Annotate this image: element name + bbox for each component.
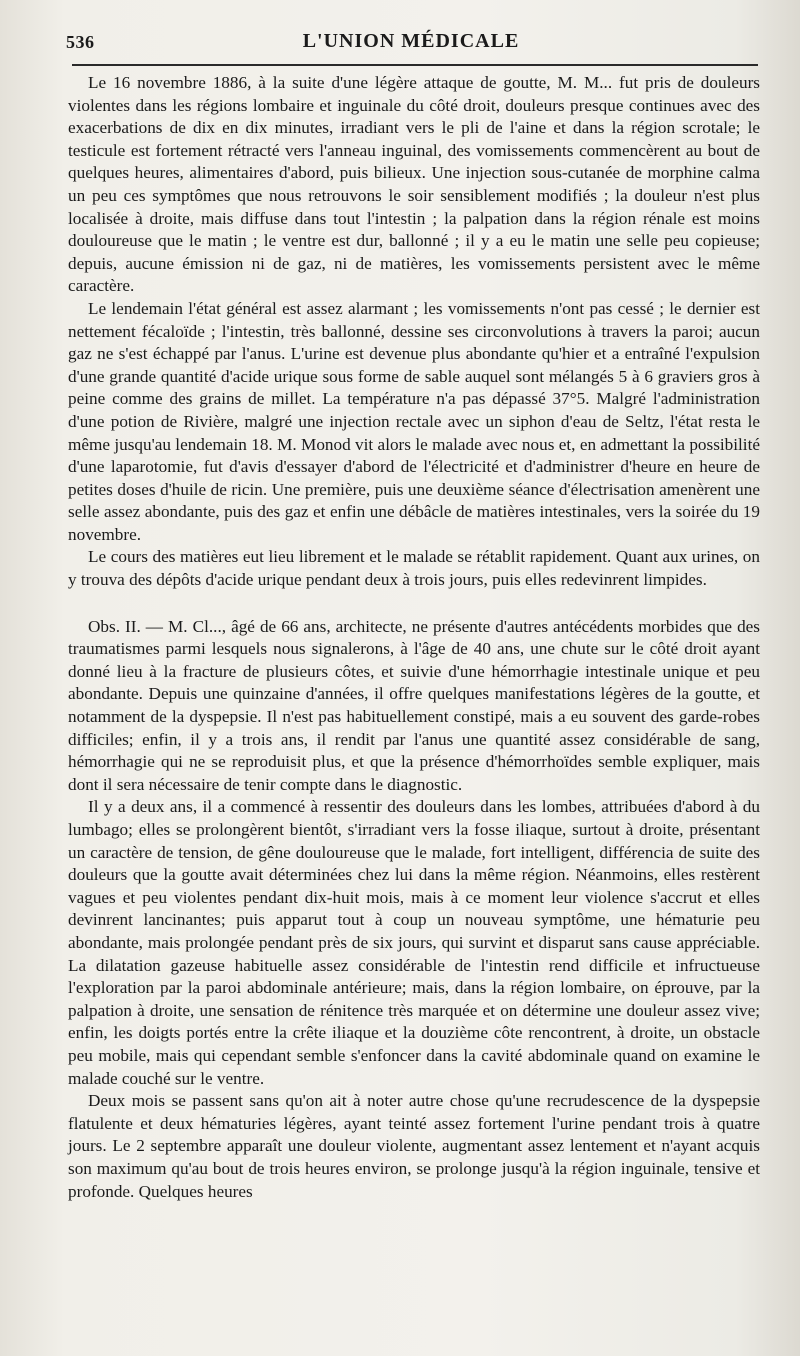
page-header	[66, 26, 756, 60]
paragraph: Le cours des matières eut lieu librement et le malade se rétablit rapidement. Quant aux urines, on y trouva des dépôts d'acide urique pendant deux à trois jours, puis elles redevinrent limpides.	[68, 547, 760, 590]
paragraph: Le 16 novembre 1886, à la suite d'une légère attaque de goutte, M. M... fut pris de douleurs violentes dans les régions lombaire et inguinale du côté droit, douleurs presque continues avec des exacerbations de dix en dix minutes, irradiant vers le pli de l'aine et dans la région scrotale; le testicule est fortement rétracté vers l'anneau inguinal, des vomissements commencèrent au bout de quelques heures, alimentaires d'abord, puis bilieux. Une injection sous-cutanée de morphine calma un peu ces symptômes que nous retrouvons le soir sensiblement modifiés ; la douleur n'est plus localisée à droite, mais diffuse dans tout l'intestin ; la palpation dans la région rénale est moins douloureuse que le matin ; le ventre est dur, ballonné ; il y a eu le matin une selle peu copieuse; depuis, aucune émission ni de gaz, ni de matières, les vomissements persistent avec le même caractère.	[68, 73, 760, 296]
paragraph-observation-2: Obs. II. — M. Cl..., âgé de 66 ans, architecte, ne présente d'autres antécédents morbides que des traumatismes parmi lesquels nous signalerons, à l'âge de 40 ans, une chute sur le côté droit ayant donné lieu à la fracture de plusieurs côtes, et suivie d'une hémorrhagie intestinale unique et peu abondante. Depuis une quinzaine d'années, il offre quelques manifestations légères de la goutte, et notamment de la dyspepsie. Il n'est pas habituellement constipé, mais a eu souvent des garde-robes difficiles; enfin, il y a trois ans, il rendit par l'anus une quantité assez considérable de sang, hémorrhagie qui ne se reproduisit plus, et que la présence d'hémorrhoïdes semble expliquer, mais dont il sera nécessaire de tenir compte dans le diagnostic.	[68, 616, 760, 794]
article-body	[68, 72, 760, 1203]
paragraph: Le lendemain l'état général est assez alarmant ; les vomissements n'ont pas cessé ; le dernier est nettement fécaloïde ; l'intestin, très ballonné, dessine ses circonvolutions à travers la paroi; aucun gaz ne s'est échappé par l'anus. L'urine est devenue plus abondante qu'hier et a entraîné l'expulsion d'une grande quantité d'acide urique sous forme de sable auquel sont mélangés 5 à 6 graviers gros à peine comme des grains de millet. La température n'a pas dépassé 37°5. Malgré l'administration d'une potion de Rivière, malgré une injection rectale avec un siphon d'eau de Seltz, l'état resta le même jusqu'au lendemain 18. M. Monod vit alors le malade avec nous et, en admettant la possibilité d'une laparotomie, fut d'avis d'essayer d'abord de l'électricité et d'administrer d'heure en heure de petites doses d'huile de ricin. Une première, puis une deuxième séance d'électrisation amenèrent une selle assez abondante, puis des gaz et enfin une débâcle de matières intestinales, vers la soirée du 19 novembre.	[68, 298, 760, 544]
paragraph: Il y a deux ans, il a commencé à ressentir des douleurs dans les lombes, attribuées d'abord à du lumbago; elles se prolongèrent bientôt, s'irradiant vers la fosse iliaque, surtout à droite, présentant un caractère de tension, de gêne douloureuse que le malade, fort intelligent, différencia de suite des douleurs que la goutte avait déterminées chez lui dans la même région. Néanmoins, elles restèrent vagues et peu violentes pendant dix-huit mois, mais à ce moment leur violence s'accrut et elles devinrent lancinantes; puis apparut tout à coup un nouveau symptôme, une hématurie peu abondante, mais prolongée pendant près de six jours, qui survint et disparut sans cause appréciable. La dilatation gazeuse habituelle assez considérable de l'intestin rend difficile et infructueuse l'exploration par la paroi abdominale antérieure; mais, dans la région lombaire, on éprouve, par la palpation à droite, une sensation de rénitence très marquée et on détermine une douleur assez vive; enfin, les doigts portés entre la crête iliaque et la douzième côte rencontrent, à droite, un obstacle peu mobile, mais qui cependant semble s'enfoncer dans la cavité abdominale quand on examine le malade couché sur le ventre.	[68, 797, 760, 1088]
header-rule	[72, 64, 758, 66]
journal-title: L'UNION MÉDICALE	[302, 30, 520, 52]
paragraph: Deux mois se passent sans qu'on ait à noter autre chose qu'une recrudescence de la dyspepsie flatulente et deux hématuries légères, ayant teinté assez fortement l'urine pendant trois à quatre jours. Le 2 septembre apparaît une douleur violente, augmentant assez lentement et n'ayant acquis son maximum qu'au bout de trois heures environ, se prolonge jusqu'à la région inguinale, tensive et profonde. Quelques heures	[68, 1091, 760, 1201]
page-number: 536	[66, 32, 95, 52]
